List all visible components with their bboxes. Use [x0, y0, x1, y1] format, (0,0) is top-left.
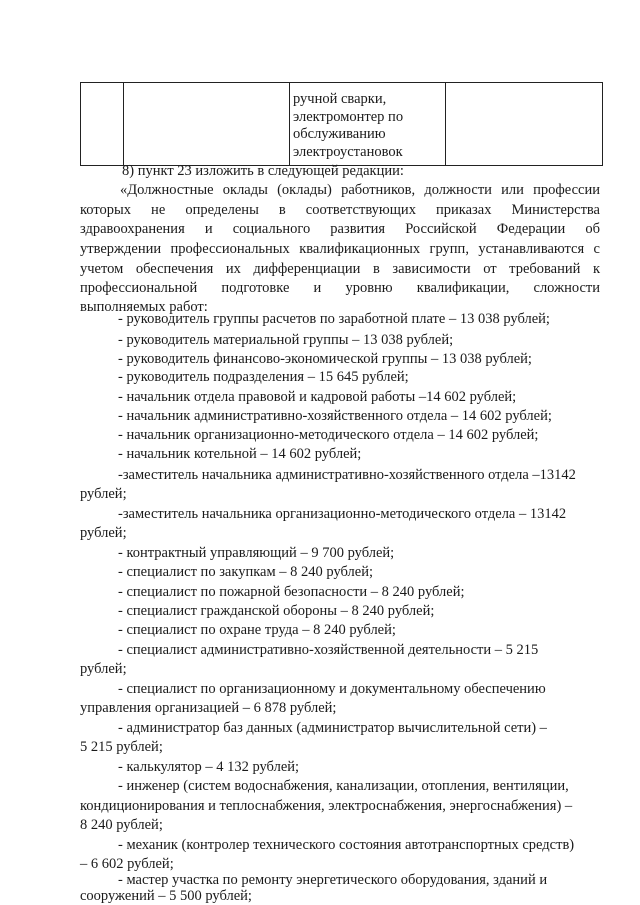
cell-line: обслуживанию — [293, 126, 386, 142]
list-item-continuation: 5 215 рублей; — [80, 739, 163, 755]
list-item: - начальник котельной – 14 602 рублей; — [118, 446, 362, 462]
list-item: - начальник административно-хозяйственного отдела – 14 602 рублей; — [118, 408, 552, 424]
text-line: выполняемых работ: — [80, 299, 208, 315]
list-item-continuation: рублей; — [80, 525, 127, 541]
list-item: - мастер участка по ремонту энергетического оборудования, зданий и — [118, 872, 548, 888]
list-item: - руководитель финансово-экономической группы – 13 038 рублей; — [118, 351, 532, 367]
text-line: которых не определены в соответствующих приказах Министерства — [80, 202, 600, 218]
list-item: - механик (контролер технического состояния автотранспортных средств) — [118, 837, 575, 853]
list-item-continuation: – 6 602 рублей; — [80, 856, 174, 872]
text-line: здравоохранения и социального развития Российской Федерации об — [80, 221, 600, 237]
list-item: - специалист административно-хозяйственной деятельности – 5 215 — [118, 642, 539, 658]
list-item-continuation: 8 240 рублей; — [80, 817, 163, 833]
list-item: -заместитель начальника административно-хозяйственного отдела –13142 — [118, 467, 576, 483]
list-item: - контрактный управляющий – 9 700 рублей; — [118, 545, 395, 561]
text-line: профессиональной подготовке и уровню квалификации, сложности — [80, 280, 600, 296]
list-item-continuation: управления организацией – 6 878 рублей; — [80, 700, 337, 716]
list-item-continuation: сооружений – 5 500 рублей; — [80, 888, 252, 904]
cell-line: ручной сварки, — [293, 91, 387, 107]
table-cell-profession — [290, 83, 446, 166]
text-line: утверждении профессиональных квалификационных групп, устанавливаются с — [80, 241, 600, 257]
list-item: -заместитель начальника организационно-методического отдела – 13142 — [118, 506, 567, 522]
table-cell — [446, 83, 603, 166]
cell-line: электроустановок — [293, 143, 403, 160]
list-item: - специалист по организационному и документальному обеспечению — [118, 681, 546, 697]
list-item: - специалист гражданской обороны – 8 240 рублей; — [118, 603, 435, 619]
list-item-continuation: рублей; — [80, 486, 127, 502]
list-item: - специалист по пожарной безопасности – 8 240 рублей; — [118, 584, 465, 600]
list-item: - специалист по охране труда – 8 240 рублей; — [118, 622, 396, 638]
list-item: - калькулятор – 4 132 рублей; — [118, 759, 300, 775]
list-item: - начальник отдела правовой и кадровой работы –14 602 рублей; — [118, 389, 517, 405]
paragraph-intro: 8) пункт 23 изложить в следующей редакции: — [122, 163, 404, 179]
table-cell — [81, 83, 124, 166]
cell-line: электромонтер по — [293, 108, 404, 125]
list-item-continuation: кондиционирования и теплоснабжения, электроснабжения, энергоснабжения) – — [80, 798, 573, 814]
table-cell — [124, 83, 290, 166]
list-item-continuation: рублей; — [80, 661, 127, 677]
list-item: - начальник организационно-методического отдела – 14 602 рублей; — [118, 427, 539, 443]
list-item: - специалист по закупкам – 8 240 рублей; — [118, 564, 373, 580]
table-row — [81, 83, 603, 166]
list-item: - администратор баз данных (администратор вычислительной сети) – — [118, 720, 547, 736]
list-item: - руководитель группы расчетов по заработной плате – 13 038 рублей; — [118, 311, 550, 327]
text-line: «Должностные оклады (оклады) работников, должности или профессии — [120, 182, 600, 198]
list-item: - руководитель подразделения – 15 645 рублей; — [118, 369, 409, 385]
list-item: - инженер (систем водоснабжения, канализации, отопления, вентиляции, — [118, 778, 569, 794]
list-item: - руководитель материальной группы – 13 038 рублей; — [118, 332, 454, 348]
text-line: учетом обеспечения их дифференциации в зависимости от требований к — [80, 261, 600, 277]
table-fragment — [80, 82, 603, 166]
